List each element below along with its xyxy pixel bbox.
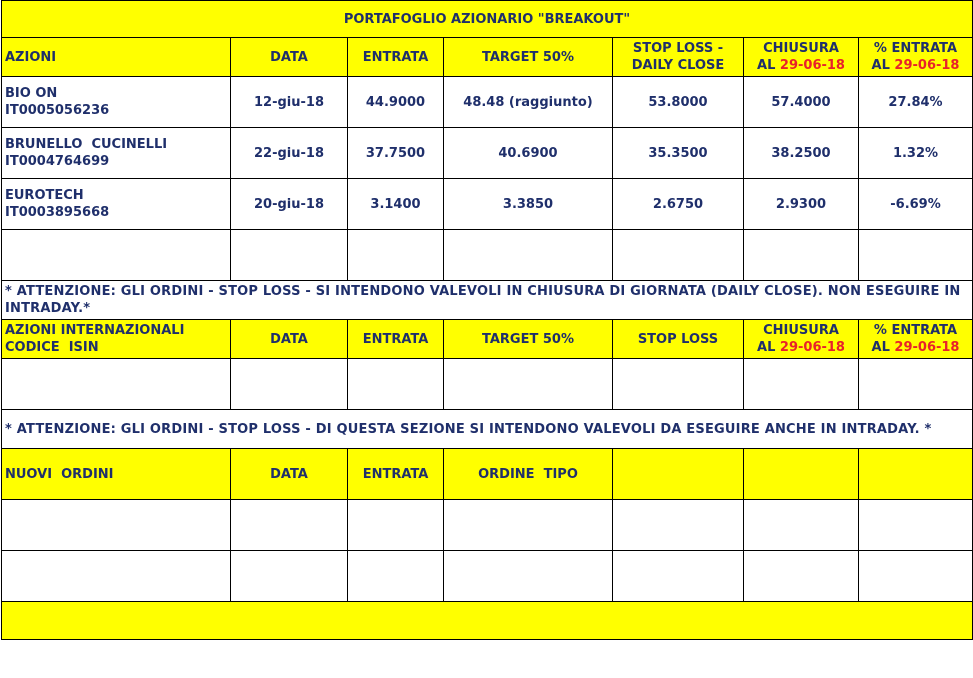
header-azioni-internazionali [2, 320, 231, 359]
warning-daily-close: * ATTENZIONE: GLI ORDINI - STOP LOSS - SI INTENDONO VALEVOLI IN CHIUSURA DI GIORNATA (DAILY CLOSE). NON ESEGUIRE IN INTRADAY.* [2, 281, 973, 320]
header-chiusura-al: AL [757, 58, 776, 73]
header-entrata-pct-line2 [862, 57, 969, 74]
cell-chiusura: 57.4000 [744, 77, 859, 128]
empty-cell [231, 500, 348, 551]
stock-isin: IT0004764699 [5, 154, 110, 169]
empty-cell [231, 359, 348, 410]
header-chiusura-date: 29-06-18 [779, 58, 845, 73]
stock-cell [2, 179, 231, 230]
header-entrata-pct-line1: % ENTRATA [873, 41, 958, 56]
cell-data: 12-giu-18 [231, 77, 348, 128]
header-stop-loss-line2: DAILY CLOSE [631, 58, 725, 73]
header-entrata-pct [859, 38, 973, 77]
header-azioni-internazionali-line2: CODICE ISIN [5, 340, 99, 355]
cell-entrata: 3.1400 [348, 179, 444, 230]
empty-cell [613, 359, 744, 410]
header-chiusura-date: 29-06-18 [779, 340, 845, 355]
header-target: TARGET 50% [444, 38, 613, 77]
cell-stop-loss: 53.8000 [613, 77, 744, 128]
header-entrata-pct-date: 29-06-18 [894, 340, 960, 355]
empty-header-cell [859, 449, 973, 500]
stock-name: BRUNELLO CUCINELLI [5, 137, 168, 152]
header-chiusura-line1: CHIUSURA [763, 323, 839, 338]
header-nuovi-ordini: NUOVI ORDINI [2, 449, 231, 500]
empty-header-cell [613, 449, 744, 500]
header-stop-loss [613, 38, 744, 77]
cell-target: 3.3850 [444, 179, 613, 230]
stock-name: BIO ON [5, 86, 58, 101]
stock-cell [2, 128, 231, 179]
table-row [2, 77, 973, 128]
empty-cell [744, 359, 859, 410]
header-entrata-pct-line1: % ENTRATA [873, 323, 958, 338]
empty-cell [744, 500, 859, 551]
empty-row [2, 230, 973, 281]
warning-intraday: * ATTENZIONE: GLI ORDINI - STOP LOSS - DI QUESTA SEZIONE SI INTENDONO VALEVOLI DA ESEGUIRE ANCHE IN INTRADAY. * [2, 410, 973, 449]
empty-cell [231, 230, 348, 281]
header-entrata-pct-date: 29-06-18 [894, 58, 960, 73]
cell-chiusura: 2.9300 [744, 179, 859, 230]
header-entrata: ENTRATA [348, 449, 444, 500]
cell-entrata: 44.9000 [348, 77, 444, 128]
cell-entrata-pct: -6.69% [859, 179, 973, 230]
empty-cell [613, 500, 744, 551]
cell-chiusura: 38.2500 [744, 128, 859, 179]
cell-entrata-pct: 1.32% [859, 128, 973, 179]
stock-name: EUROTECH [5, 188, 84, 203]
empty-cell [2, 230, 231, 281]
empty-cell [348, 359, 444, 410]
empty-row [2, 551, 973, 602]
cell-stop-loss: 35.3500 [613, 128, 744, 179]
header-data: DATA [231, 449, 348, 500]
empty-cell [744, 551, 859, 602]
header-data: DATA [231, 320, 348, 359]
cell-stop-loss: 2.6750 [613, 179, 744, 230]
stock-cell [2, 77, 231, 128]
header-entrata: ENTRATA [348, 38, 444, 77]
header-entrata-pct-al: AL [871, 58, 890, 73]
empty-cell [859, 359, 973, 410]
cell-target: 48.48 (raggiunto) [444, 77, 613, 128]
header-entrata: ENTRATA [348, 320, 444, 359]
header-stop-loss: STOP LOSS [613, 320, 744, 359]
cell-entrata: 37.7500 [348, 128, 444, 179]
cell-data: 20-giu-18 [231, 179, 348, 230]
empty-cell [2, 500, 231, 551]
empty-cell [2, 551, 231, 602]
header-chiusura [744, 38, 859, 77]
empty-cell [444, 359, 613, 410]
header-azioni: AZIONI [2, 38, 231, 77]
header-stop-loss-line1: STOP LOSS - [632, 41, 724, 56]
table-row [2, 179, 973, 230]
stock-isin: IT0003895668 [5, 205, 110, 220]
header-entrata-pct-line2 [862, 339, 969, 356]
header-chiusura-line2 [747, 57, 855, 74]
empty-row [2, 359, 973, 410]
header-chiusura-al: AL [757, 340, 776, 355]
empty-cell [859, 551, 973, 602]
header-data: DATA [231, 38, 348, 77]
cell-data: 22-giu-18 [231, 128, 348, 179]
header-azioni-internazionali-line1: AZIONI INTERNAZIONALI [5, 323, 185, 338]
empty-cell [444, 230, 613, 281]
empty-cell [613, 551, 744, 602]
empty-cell [859, 230, 973, 281]
portfolio-sheet [1, 0, 973, 640]
header-chiusura-line1: CHIUSURA [763, 41, 839, 56]
header-entrata-pct-al: AL [871, 340, 890, 355]
header-target: TARGET 50% [444, 320, 613, 359]
empty-cell [231, 551, 348, 602]
empty-cell [348, 551, 444, 602]
header-ordine-tipo: ORDINE TIPO [444, 449, 613, 500]
empty-cell [348, 500, 444, 551]
table-row [2, 128, 973, 179]
cell-entrata-pct: 27.84% [859, 77, 973, 128]
empty-cell [744, 230, 859, 281]
empty-cell [2, 359, 231, 410]
header-entrata-pct [859, 320, 973, 359]
empty-header-cell [744, 449, 859, 500]
empty-cell [859, 500, 973, 551]
footer-bar [2, 602, 973, 640]
header-chiusura-line2 [747, 339, 855, 356]
empty-row [2, 500, 973, 551]
empty-cell [444, 551, 613, 602]
empty-cell [444, 500, 613, 551]
empty-cell [348, 230, 444, 281]
empty-cell [613, 230, 744, 281]
header-chiusura [744, 320, 859, 359]
page-title: PORTAFOGLIO AZIONARIO "BREAKOUT" [2, 1, 973, 38]
cell-target: 40.6900 [444, 128, 613, 179]
stock-isin: IT0005056236 [5, 103, 110, 118]
